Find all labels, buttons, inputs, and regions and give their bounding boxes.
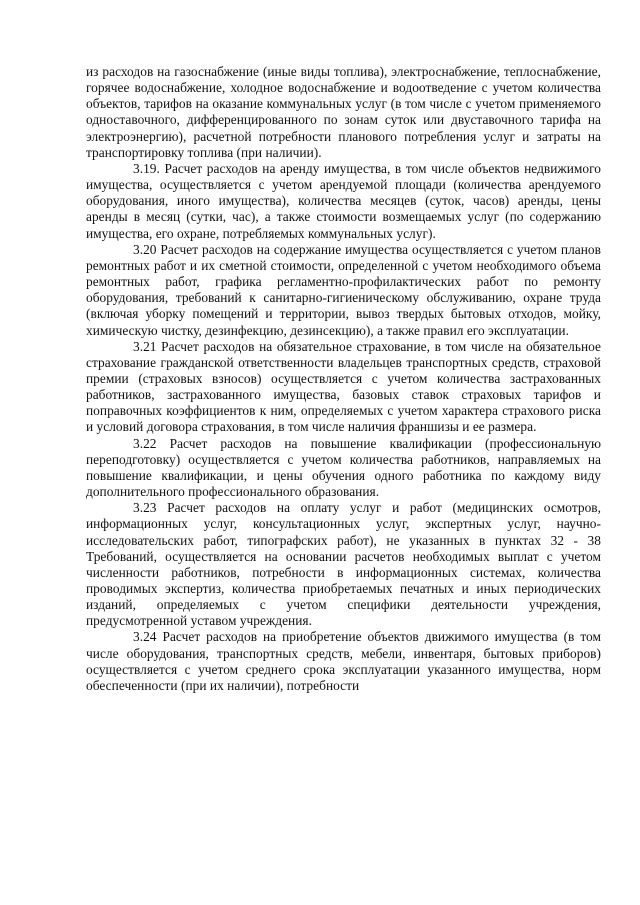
paragraph-3-21: 3.21 Расчет расходов на обязательное страхование, в том числе на обязательное страхование гражданской ответственности владельцев транспортных средств, страховой премии (страховых взносов) осуществляется с учетом количества застрахованных работников, застрахованного имущества, базовых ставок страховых тарифов и поправочных коэффициентов к ним, определяемых с учетом характера страхового риска и условий договора страхования, в том числе наличия франшизы и ее размера. [86,338,601,435]
paragraph-3-24: 3.24 Расчет расходов на приобретение объектов движимого имущества (в том числе оборудования, транспортных средств, мебели, инвентаря, бытовых приборов) осуществляется с учетом среднего срока эксплуатации указанного имущества, норм обеспеченности (при их наличии), потребности [86,629,601,693]
paragraph-3-20: 3.20 Расчет расходов на содержание имущества осуществляется с учетом планов ремонтных работ и их сметной стоимости, определенной с учетом необходимого объема ремонтных работ, графика регламентно-профилактических работ по ремонту оборудования, требований к санитарно-гигиеническому обслуживанию, охране труда (включая уборку помещений и территории, вывоз твердых бытовых отходов, мойку, химическую чистку, дезинфекцию, дезинсекцию), а также правил его эксплуатации. [86,241,601,338]
paragraph-3-19: 3.19. Расчет расходов на аренду имущества, в том числе объектов недвижимого имущества, осуществляется с учетом арендуемой площади (количества арендуемого оборудования, иного имущества), количества месяцев (суток, часов) аренды, цены аренды в месяц (сутки, час), а также стоимости возмещаемых услуг (по содержанию имущества, его охране, потребляемых коммунальных услуг). [86,160,601,241]
paragraph-3-23: 3.23 Расчет расходов на оплату услуг и работ (медицинских осмотров, информационных услуг, консультационных услуг, экспертных услуг, научно-исследовательских работ, типографских работ), не указанных в пунктах 32 - 38 Требований, осуществляется на основании расчетов необходимых выплат с учетом численности работников, потребности в информационных системах, количества проводимых экспертиз, количества приобретаемых печатных и иных периодических изданий, определяемых с учетом специфики деятельности учреждения, предусмотренной уставом учреждения. [86,500,601,629]
paragraph-continuation: из расходов на газоснабжение (иные виды топлива), электроснабжение, теплоснабжение, горячее водоснабжение, холодное водоснабжение и водоотведение с учетом количества объектов, тарифов на оказание коммунальных услуг (в том числе с учетом применяемого одноставочного, дифференцированного по зонам суток или двуставочного тарифа на электроэнергию), расчетной потребности планового потребления услуг и затраты на транспортировку топлива (при наличии). [86,64,601,160]
paragraph-3-22: 3.22 Расчет расходов на повышение квалификации (профессиональную переподготовку) осуществляется с учетом количества работников, направляемых на повышение квалификации, и цены обучения одного работника по каждому виду дополнительного профессионального образования. [86,435,601,500]
